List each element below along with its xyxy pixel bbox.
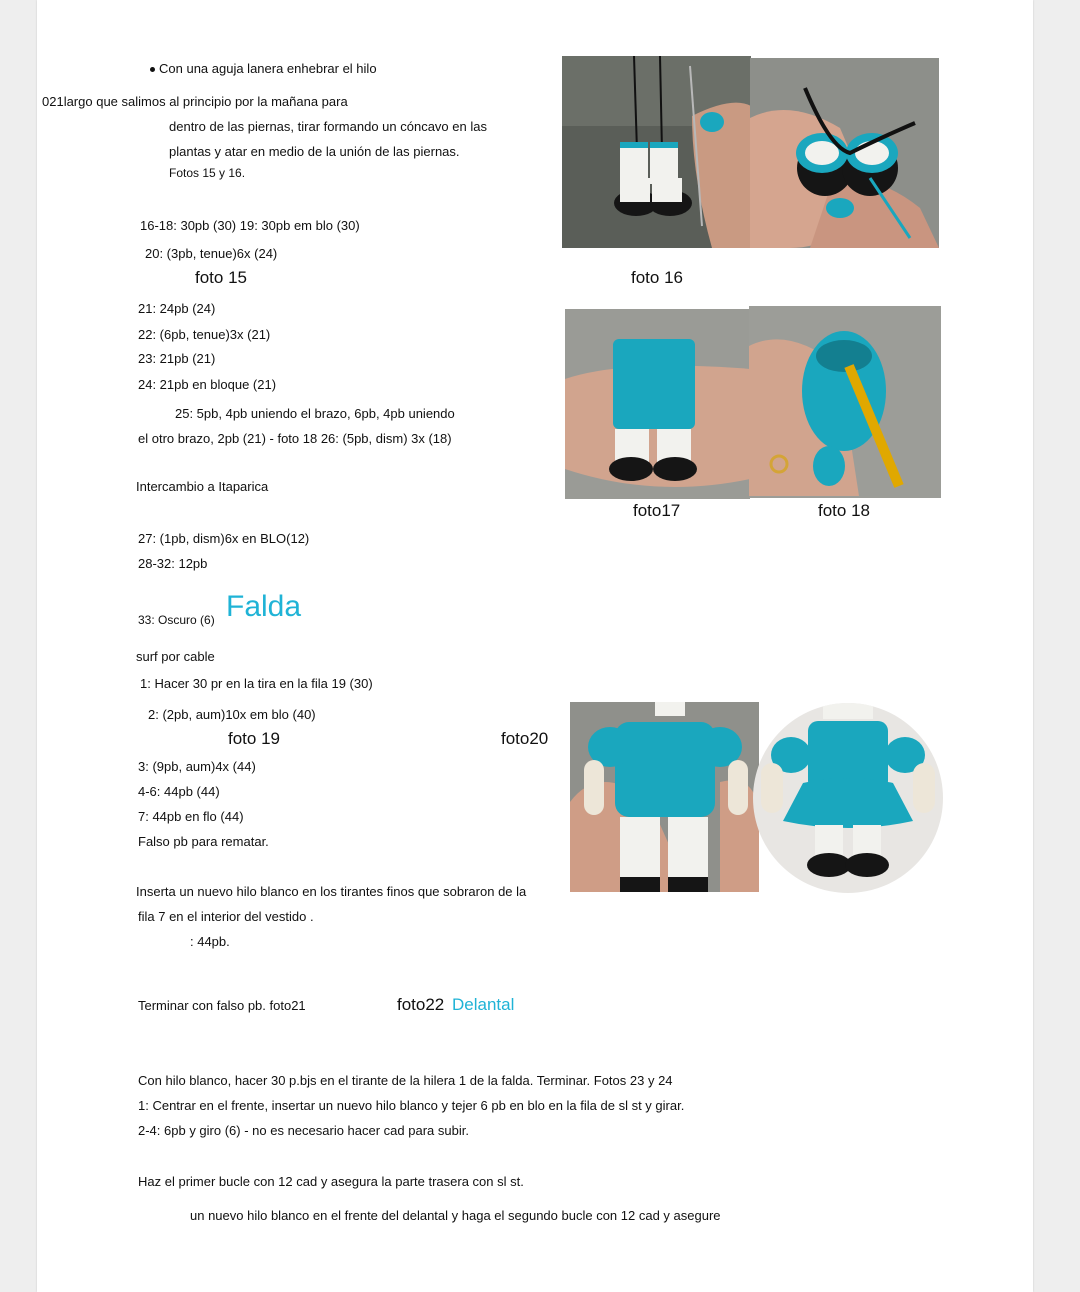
caption-foto19: foto 19: [228, 729, 280, 748]
text-line: 23: 21pb (21): [138, 351, 216, 366]
text-line: 22: (6pb, tenue)3x (21): [138, 327, 271, 342]
text-line: Inserta un nuevo hilo blanco en los tirantes finos que sobraron de la: [136, 884, 527, 899]
bullet-dot: [150, 67, 155, 72]
text-line: dentro de las piernas, tirar formando un cóncavo en las: [169, 119, 487, 134]
text-line: Falso pb para rematar.: [138, 834, 269, 849]
text-line: 20: (3pb, tenue)6x (24): [145, 246, 278, 261]
text-line: 3: (9pb, aum)4x (44): [138, 759, 256, 774]
document-page: [37, 0, 1033, 1292]
photo-foto17: [565, 309, 750, 499]
caption-foto16: foto 16: [631, 268, 683, 287]
text-line: 4-6: 44pb (44): [138, 784, 220, 799]
photo-foto15: [562, 56, 751, 248]
text-line: 16-18: 30pb (30) 19: 30pb em blo (30): [140, 218, 360, 233]
heading-delantal: Delantal: [452, 995, 515, 1014]
caption-foto20: foto20: [501, 729, 549, 748]
text-line: 2-4: 6pb y giro (6) - no es necesario hacer cad para subir.: [138, 1123, 469, 1138]
text-line: 28-32: 12pb: [138, 556, 208, 571]
photo-foto20: [753, 703, 943, 893]
text-line: Terminar con falso pb. foto21: [138, 998, 306, 1013]
text-line: Intercambio a Itaparica: [136, 479, 269, 494]
text-line: Haz el primer bucle con 12 cad y asegura la parte trasera con sl st.: [138, 1174, 524, 1189]
caption-foto15: foto 15: [195, 268, 247, 287]
caption-foto18: foto 18: [818, 501, 870, 520]
text-line: Con una aguja lanera enhebrar el hilo: [159, 61, 377, 76]
text-line: 021largo que salimos al principio por la mañana para: [42, 94, 348, 109]
text-line: plantas y atar en medio de la unión de las piernas.: [169, 144, 460, 159]
text-line: 2: (2pb, aum)10x em blo (40): [148, 707, 316, 722]
text-line: un nuevo hilo blanco en el frente del delantal y haga el segundo bucle con 12 cad y asegure: [190, 1208, 721, 1223]
text-line: Fotos 15 y 16.: [169, 166, 246, 180]
text-line: el otro brazo, 2pb (21) - foto 18 26: (5pb, dism) 3x (18): [138, 431, 452, 446]
text-line: 33: Oscuro (6): [138, 613, 215, 627]
caption-foto22: foto22: [397, 995, 445, 1014]
heading-falda: Falda: [226, 590, 302, 623]
text-line: : 44pb.: [190, 934, 230, 949]
text-line: surf por cable: [136, 649, 215, 664]
photo-foto18: [749, 306, 941, 498]
caption-foto17: foto17: [633, 501, 681, 520]
photo-foto19: [570, 702, 759, 892]
text-line: 24: 21pb en bloque (21): [138, 377, 277, 392]
photo-foto16: [750, 58, 939, 248]
text-line: 7: 44pb en flo (44): [138, 809, 244, 824]
text-line: 21: 24pb (24): [138, 301, 216, 316]
text-line: 1: Hacer 30 pr en la tira en la fila 19 (30): [140, 676, 373, 691]
text-line: Con hilo blanco, hacer 30 p.bjs en el tirante de la hilera 1 de la falda. Terminar. Fotos 23 y 24: [138, 1073, 673, 1088]
text-line: 1: Centrar en el frente, insertar un nuevo hilo blanco y tejer 6 pb en blo en la fila de sl st y girar.: [138, 1098, 685, 1113]
text-line: 27: (1pb, dism)6x en BLO(12): [138, 531, 310, 546]
text-line: fila 7 en el interior del vestido .: [138, 909, 314, 924]
text-line: 25: 5pb, 4pb uniendo el brazo, 6pb, 4pb uniendo: [175, 406, 455, 421]
